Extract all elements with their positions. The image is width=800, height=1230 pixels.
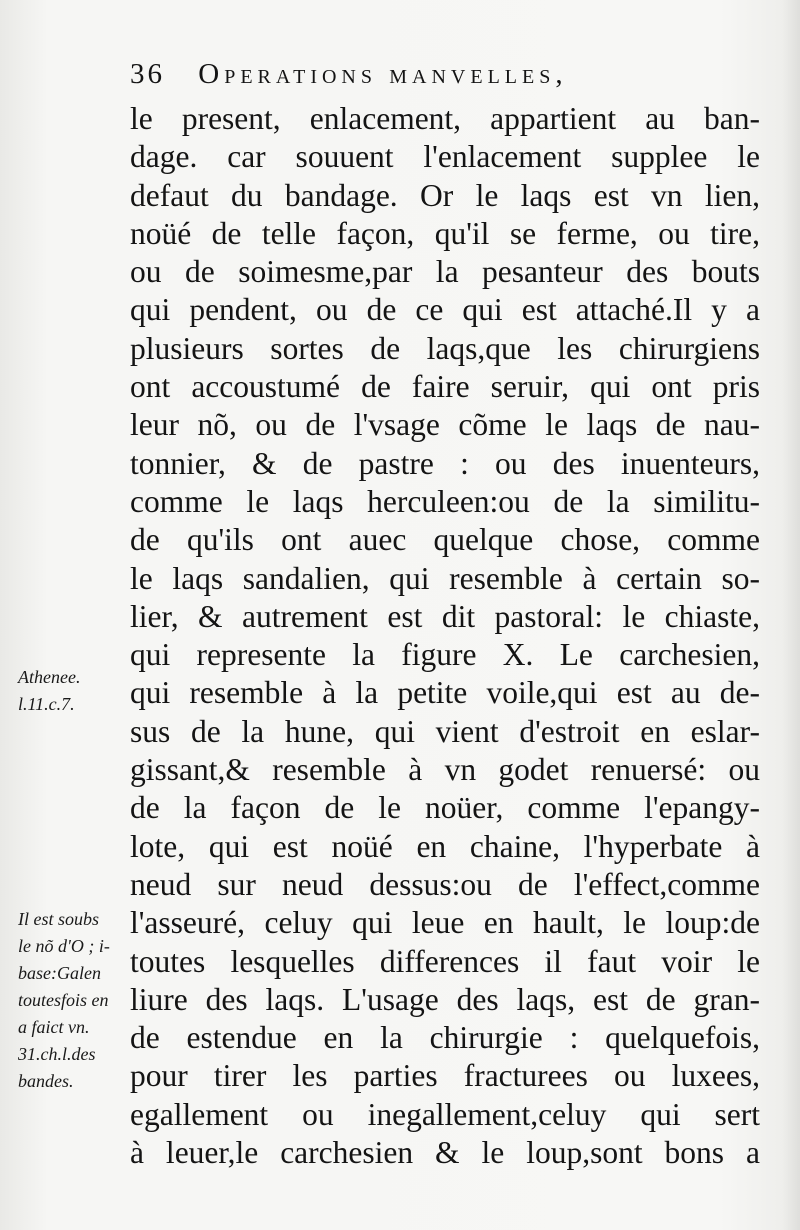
text-line: le present, enlacement, appartient au ban- — [130, 101, 760, 136]
margin-note-line: Athenee. — [18, 667, 81, 687]
margin-note-line: a faict vn. — [18, 1017, 90, 1037]
margin-note-line: base:Galen — [18, 963, 101, 983]
text-line: gissant,& resemble à vn godet renuersé: ou — [130, 752, 760, 788]
text-line: defaut du bandage. Or le laqs est vn lien, — [130, 177, 760, 213]
text-line: comme le laqs herculeen:ou de la similitu- — [130, 483, 760, 519]
text-line: de qu'ils ont auec quelque chose, comme — [130, 522, 760, 558]
text-line: sus de la hune, qui vient d'estroit en eslar- — [130, 713, 760, 749]
text-line: plusieurs sortes de laqs,que les chirurgiens — [130, 330, 760, 366]
margin-note-galen — [18, 906, 150, 1095]
main-text-block — [130, 100, 760, 1172]
text-line: ont accoustumé de faire seruir, qui ont pris — [130, 369, 760, 405]
text-line: dage. car souuent l'enlacement supplee le — [130, 139, 760, 175]
text-line: liure des laqs. L'usage des laqs, est de gran- — [130, 981, 760, 1017]
text-line: l'asseuré, celuy qui leue en hault, le loup:de — [130, 905, 760, 941]
margin-note-line: toutesfois en — [18, 990, 109, 1010]
text-line: le laqs sandalien, qui resemble à certain so- — [130, 560, 760, 596]
text-line: lote, qui est noüé en chaine, l'hyperbate à — [130, 828, 760, 864]
text-line: lier, & autrement est dit pastoral: le chiaste, — [130, 598, 760, 634]
text-line: toutes lesquelles differences il faut voir le — [130, 943, 760, 979]
margin-note-line: Il est soubs — [18, 909, 99, 929]
margin-note-line: le nõ d'O ; i- — [18, 936, 110, 956]
text-line: tonnier, & de pastre : ou des inuenteurs, — [130, 445, 760, 481]
page-number: 36 — [130, 58, 165, 90]
text-line: qui resemble à la petite voile,qui est au de- — [130, 675, 760, 711]
text-line: pour tirer les parties fracturees ou luxees, — [130, 1058, 760, 1094]
margin-note-athenee — [18, 664, 150, 718]
margin-note-line: bandes. — [18, 1071, 74, 1091]
running-header — [130, 58, 730, 98]
text-line: qui represente la figure X. Le carchesien, — [130, 637, 760, 673]
text-line: à leuer,le carchesien & le loup,sont bons a — [130, 1135, 760, 1171]
text-line: egallement ou inegallement,celuy qui sert — [130, 1096, 760, 1132]
margin-note-line: l.11.c.7. — [18, 694, 75, 714]
text-line: de estendue en la chirurgie : quelquefois, — [130, 1020, 760, 1056]
text-line: neud sur neud dessus:ou de l'effect,comme — [130, 866, 760, 902]
text-line: de la façon de le noüer, comme l'epangy- — [130, 790, 760, 826]
text-line: qui pendent, ou de ce qui est attaché.Il y a — [130, 292, 760, 328]
running-title: Operations manvelles, — [198, 58, 568, 90]
text-line: leur nõ, ou de l'vsage cõme le laqs de nau- — [130, 407, 760, 443]
margin-note-line: 31.ch.l.des — [18, 1044, 96, 1064]
page-edge-shadow — [782, 0, 800, 1230]
text-line: ou de soimesme,par la pesanteur des bouts — [130, 254, 760, 290]
text-line: noüé de telle façon, qu'il se ferme, ou tire, — [130, 215, 760, 251]
